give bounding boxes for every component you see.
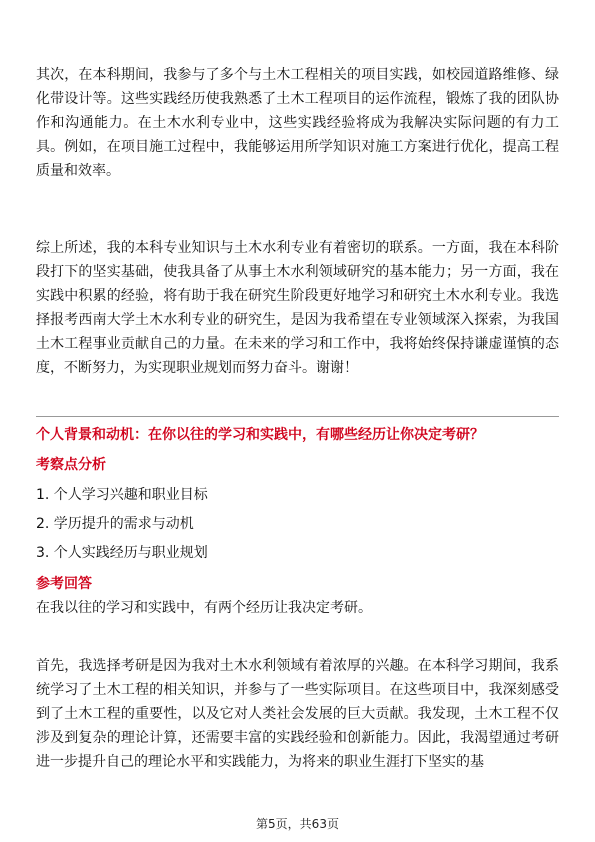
answer-paragraph: 首先，我选择考研是因为我对土木水利领域有着浓厚的兴趣。在本科学习期间，我系统学习了土木工程的相关知识，并参与了一些实际项目。在这些项目中，我深刻感受到了土木工程的重要性，以及它对人类社会发展的巨大贡献。我发现，土木工程不仅涉及到复杂的理论计算，还需要丰富的实践经验和创新能力。因此，我渴望通过考研进一步提升自己的理论水平和实践能力，为将来的职业生涯打下坚实的基 xyxy=(36,658,559,770)
body-paragraph-practice: 其次，在本科期间，我参与了多个与土木工程相关的项目实践，如校园道路维修、绿化带设计等。这些实践经历使我熟悉了土木工程项目的运作流程，锻炼了我的团队协作和沟通能力。在土木水利专业中，这些实践经验将成为我解决实际问题的有力工具。例如，在项目施工过程中，我能够运用所学知识对施工方案进行优化，提高工程质量和效率。 xyxy=(36,67,559,179)
analysis-list xyxy=(36,481,208,568)
analysis-point: 2. 学历提升的需求与动机 xyxy=(36,516,194,532)
page-number: 第5页，共63页 xyxy=(256,817,339,831)
section-divider xyxy=(36,416,559,417)
answer-heading: 参考回答 xyxy=(36,576,92,592)
body-paragraph-summary: 综上所述，我的本科专业知识与土木水利专业有着密切的联系。一方面，我在本科阶段打下的坚实基础，使我具备了从事土木水利领域研究的基本能力；另一方面，我在实践中积累的经验，将有助于我在研究生阶段更好地学习和研究土木水利专业。我选择报考西南大学土木水利专业的研究生，是因为我希望在专业领域深入探索，为我国土木工程事业贡献自己的力量。在未来的学习和工作中，我将始终保持谦虚谨慎的态度，不断努力，为实现职业规划而努力奋斗。谢谢！ xyxy=(36,240,559,376)
analysis-heading: 考察点分析 xyxy=(36,457,106,473)
analysis-point: 3. 个人实践经历与职业规划 xyxy=(36,545,208,561)
document-page xyxy=(36,0,559,842)
analysis-point: 1. 个人学习兴趣和职业目标 xyxy=(36,487,208,503)
question-title: 个人背景和动机：在你以往的学习和实践中，有哪些经历让你决定考研？ xyxy=(36,427,484,443)
answer-intro: 在我以往的学习和实践中，有两个经历让我决定考研。 xyxy=(36,600,372,616)
